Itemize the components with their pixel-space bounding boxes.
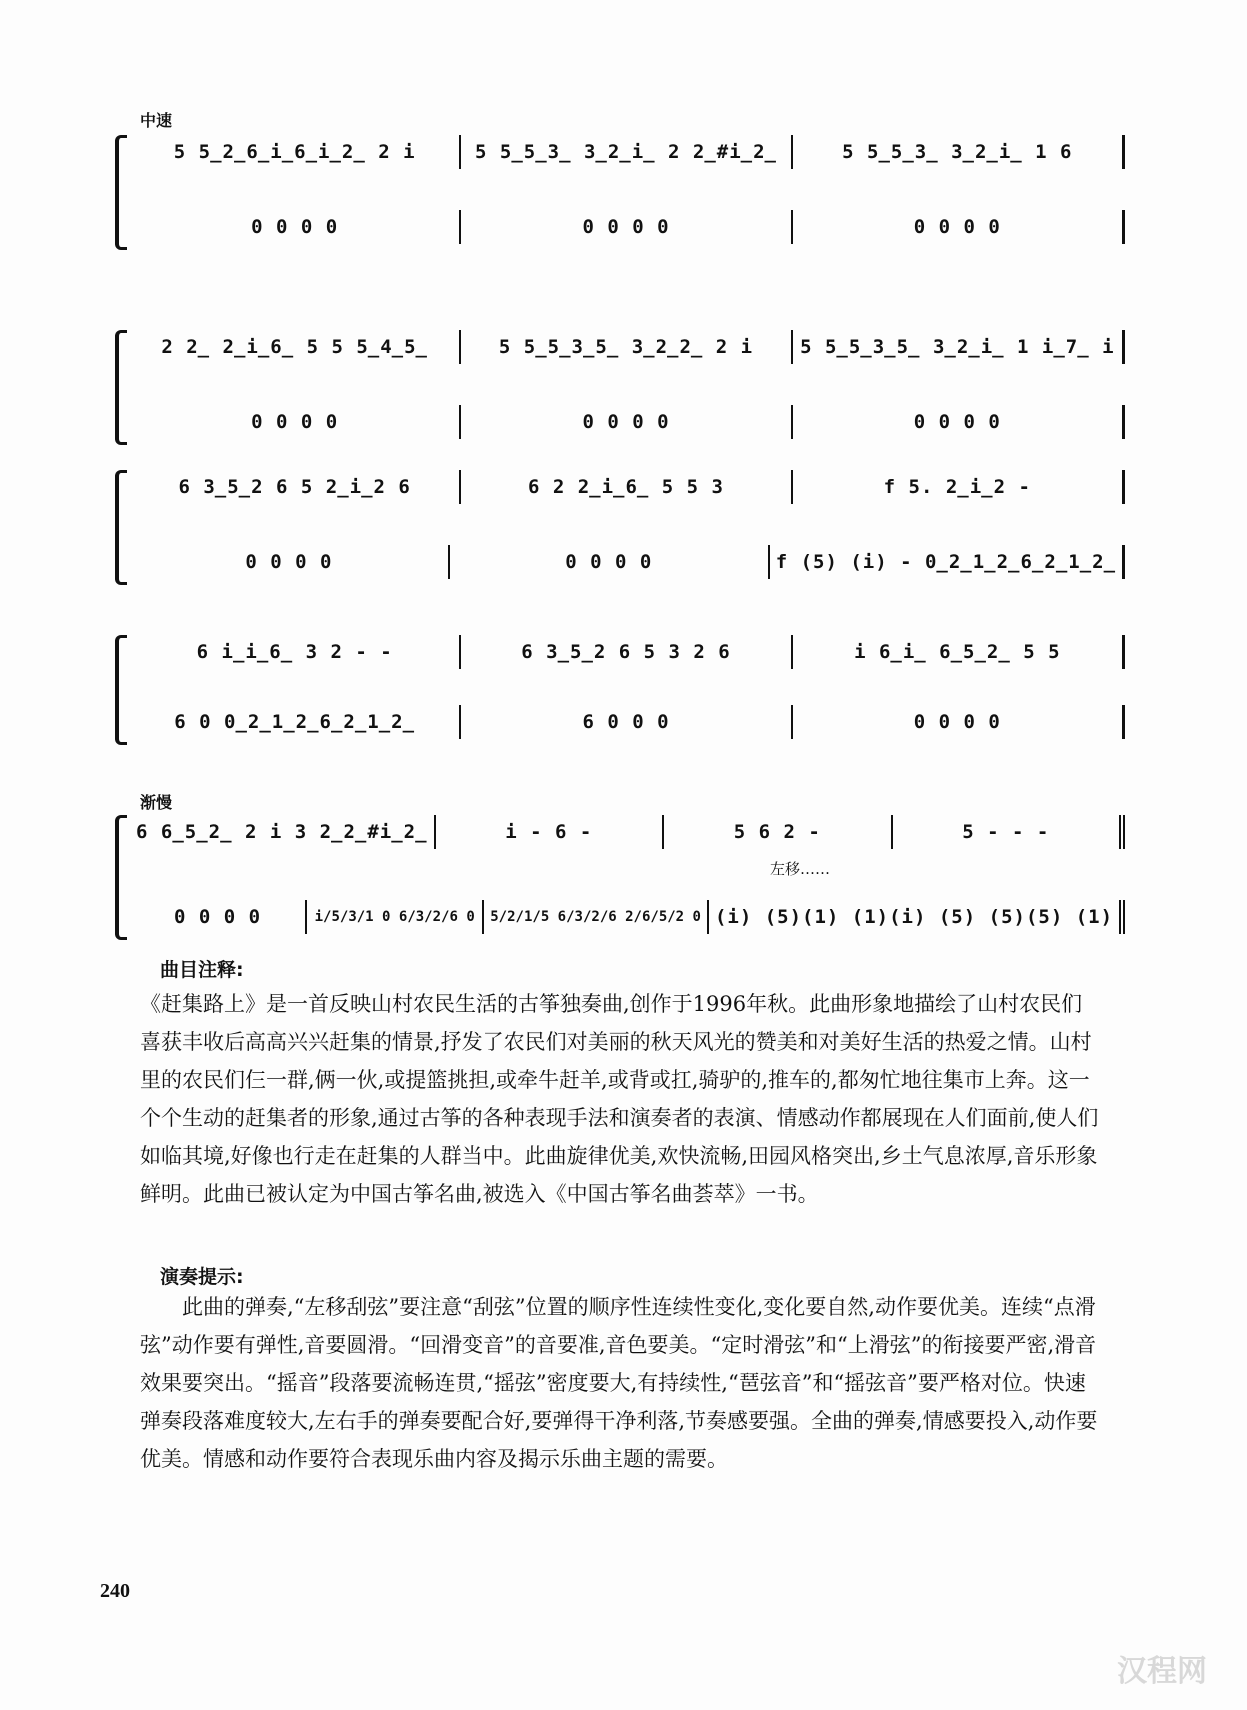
measure: 0 0 0 0 [450,545,770,579]
notes-heading: 曲目注释: [160,959,244,981]
measure: 5 5̲5̲3̲ 3̲2̲i̲ 2 2̲#i̲2̲ [461,135,792,169]
upper-staff [130,815,1125,849]
measure: 0 0 0 0 [793,705,1125,739]
measure: 0 0 0 0 [461,210,792,244]
measure: 0 0 0 0 [130,900,307,934]
upper-staff [130,135,1125,169]
measure: 5 - - - [893,815,1125,849]
measure: 0 0 0 0 [130,405,461,439]
measure: 5/2/1/5 6/3/2/6 2/6/5/2 0 [484,900,709,934]
lower-staff [130,405,1125,439]
system-bracket [115,330,127,445]
tips-paragraph [140,1288,1100,1478]
measure: 6 0 0 0 [461,705,792,739]
measure: 6 6̲5̲2̲ 2 i 3 2̲2̲#i̲2̲ [130,815,436,849]
measure: 0 0 0 0 [130,210,461,244]
tempo-marking: 中速 [140,111,173,130]
measure: 6 3̲5̲2 6 5 2̲i̲2 6 [130,470,461,504]
upper-staff [130,330,1125,364]
measure: 6 3̲5̲2 6 5 3 2 6 [461,635,792,669]
measure: (i) (5)(1) (1)(i) (5) (5)(5) (1) [709,900,1125,934]
measure: i 6̲i̲ 6̲5̲2̲ 5 5 [793,635,1125,669]
tips-text: 此曲的弹奏,“左移刮弦”要注意“刮弦”位置的顺序性连续性变化,变化要自然,动作要优美。连续“点滑弦”动作要有弹性,音要圆滑。“回滑变音”的音要准,音色要美。“定时滑弦”和“上滑弦”的衔接要严密,滑音效果要突出。“摇音”段落要流畅连贯,“摇弦”密度要大,有持续性,“琶弦音”和“摇弦音”要严格对位。快速弹奏段落难度较大,左右手的弹奏要配合好,要弹得干净利落,节奏感要强。全曲的弹奏,情感要投入,动作要优美。情感和动作要符合表现乐曲内容及揭示乐曲主题的需要。 [140,1295,1098,1471]
measure: 5 5̲5̲3̲5̲ 3̲2̲2̲ 2 i [461,330,792,364]
lower-staff [130,705,1125,739]
measure: 0 0 0 0 [793,405,1125,439]
lower-staff [130,900,1125,934]
left-shift-label: 左移…… [770,860,831,878]
upper-staff [130,635,1125,669]
lower-staff [130,210,1125,244]
measure: f (5) (i) - 0̲2̲1̲2̲6̲2̲1̲2̲ [770,545,1125,579]
measure: 0 0 0 0 [130,545,450,579]
measure: 5 5̲5̲3̲5̲ 3̲2̲i̲ 1 i̲7̲ i [793,330,1125,364]
measure: 2 2̲ 2̲i̲6̲ 5 5 5̲4̲5̲ [130,330,461,364]
measure: 0 0 0 0 [793,210,1125,244]
measure: 5 5̲5̲3̲ 3̲2̲i̲ 1 6 [793,135,1125,169]
system-bracket [115,470,127,585]
notes-text: 《赶集路上》是一首反映山村农民生活的古筝独奏曲,创作于1996年秋。此曲形象地描绘了山村农民们喜获丰收后高高兴兴赶集的情景,抒发了农民们对美丽的秋天风光的赞美和对美好生活的热爱之情。山村里的农民们仨一群,俩一伙,或提篮挑担,或牵牛赶羊,或背或扛,骑驴的,推车的,都匆忙地往集市上奔。这一个个生动的赶集者的形象,通过古筝的各种表现手法和演奏者的表演、情感动作都展现在人们面前,使人们如临其境,好像也行走在赶集的人群当中。此曲旋律优美,欢快流畅,田园风格突出,乡土气息浓厚,音乐形象鲜明。此曲已被认定为中国古筝名曲,被选入《中国古筝名曲荟萃》一书。 [140,992,1099,1206]
system-bracket [115,815,127,940]
tips-heading: 演奏提示: [160,1266,244,1288]
measure: 0 0 0 0 [461,405,792,439]
lower-staff [130,545,1125,579]
measure: i - 6 - [436,815,664,849]
page-number: 240 [100,1580,130,1602]
measure: 5 6 2 - [664,815,892,849]
notes-paragraph [140,985,1100,1213]
measure: f 5. 2̲i̲2 - [793,470,1125,504]
measure: 6 i̲i̲6̲ 3 2 - - [130,635,461,669]
watermark-logo: 汉程网 [1117,1654,1207,1689]
tempo-rit-marking: 渐慢 [140,793,173,812]
system-bracket [115,635,127,745]
measure: 6 0 0̲2̲1̲2̲6̲2̲1̲2̲ [130,705,461,739]
measure: 6 2 2̲i̲6̲ 5 5 3 [461,470,792,504]
measure: i/5/3/1 0 6/3/2/6 0 [307,900,484,934]
system-bracket [115,135,127,250]
measure: 5 5̲2̲6̲i̲6̲i̲2̲ 2 i [130,135,461,169]
upper-staff [130,470,1125,504]
